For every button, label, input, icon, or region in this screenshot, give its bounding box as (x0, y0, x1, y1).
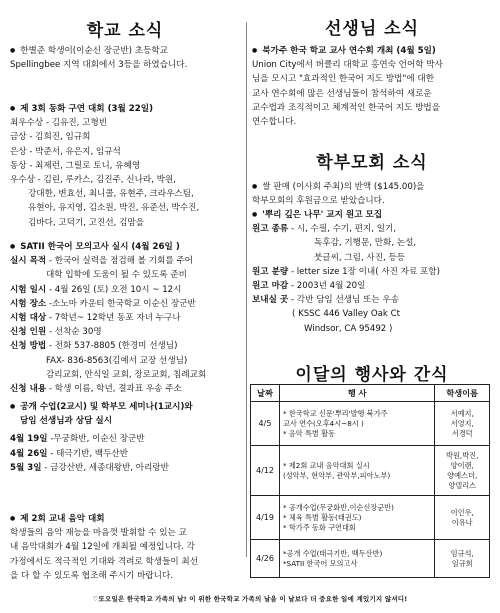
seminar-title-2: 담임 선생님과 상담 실시 (20, 416, 112, 427)
contest-line: 동상 - 최제런, 그릴로 토니, 유혜영 (10, 160, 141, 171)
event-line: *공개 수업(태극기반, 백두산반) (282, 548, 383, 558)
table-row (251, 402, 490, 446)
sat-text: - 7학년~ 12학년 동포 자녀 누구나 (48, 313, 181, 324)
student-name: 서경덕 (451, 428, 473, 438)
row-students (435, 402, 490, 446)
manuscript-text: - 시, 수필, 수기, 편지, 일기, (290, 224, 397, 235)
contest-line: 최우수상 - 김유진, 고형빈 (10, 118, 108, 129)
calendar-header-date: 날짜 (251, 385, 280, 402)
sat-text: - 한국어 실력을 점검해 볼 기회를 주어 (48, 256, 193, 267)
sat-text: 대학 입학에 도움이 될 수 있도록 준비 (46, 270, 187, 281)
seminar-text: - 태극기반, 백두산반 (50, 448, 128, 459)
rice-sale-notice (252, 180, 424, 208)
sat-text: - 학생 이름, 학년, 결과표 우송 주소 (48, 384, 182, 395)
sat-text: - 전화 537-8805 (한경미 선생님) (48, 341, 178, 352)
teacher-news-title: 선생님 소식 (324, 19, 420, 39)
music-line: 가정에서도 적극적인 기대와 격려로 학생들이 최선 (10, 556, 198, 567)
sat-line (10, 254, 206, 268)
row-events (279, 496, 434, 540)
table-row (251, 446, 490, 496)
sat-label: 시험 대상 (10, 313, 47, 324)
student-name: 서예지, (450, 408, 474, 418)
sat-label: 시험 장소 (10, 298, 47, 309)
row-events (279, 540, 434, 578)
calendar-header-row (251, 385, 490, 402)
contest-line: 강대한, 변효선, 최니콜, 유현주, 크라우스팀, (28, 189, 194, 200)
row-date: 4/12 (251, 446, 280, 496)
sat-label: 신청 인원 (10, 327, 47, 338)
manuscript-title: ● '뿌리 깊은 나무' 교지 원고 모집 (252, 208, 440, 222)
contest-line: 우수상 - 김린, 루카스, 김진주, 신나라, 박원, (10, 175, 176, 186)
seminar-date: 4월 26일 (10, 448, 48, 459)
teacher-line: 교수법과 조직적이고 체계적인 한국어 지도 방법을 (252, 102, 440, 113)
open-class-notice (10, 400, 193, 475)
music-line: 을 다 할 수 있도록 협조해 주시기 바랍니다. (10, 570, 173, 581)
row-events (279, 402, 434, 446)
teacher-training-notice (252, 44, 443, 129)
table-row (251, 496, 490, 540)
teacher-head: ● 북가주 한국 학교 교사 연수회 개최 (4월 5일) (252, 44, 443, 58)
manuscript-text: - 2003년 4월 20일 (290, 281, 366, 292)
student-name: 양예스더, (447, 470, 478, 480)
manuscript-label: 원고 종류 (252, 224, 289, 235)
teacher-line: 님을 모시고 "효과적인 한국어 지도 방법"에 대한 (252, 74, 435, 85)
music-contest-notice (10, 512, 198, 583)
event-line: * 제2회 교내 음악대회 실시 (282, 460, 370, 470)
row-students (435, 446, 490, 496)
spelling-line: Spellingbee 지역 대회에서 3등을 하였습니다. (10, 60, 188, 71)
sat-label: 신청 방법 (10, 341, 47, 352)
event-line: * 음악 특별 활동 (282, 428, 336, 438)
seminar-date: 4월 19일 (10, 434, 48, 445)
contest-line: 금상 - 김희진, 임규희 (10, 132, 91, 143)
sat-line (10, 325, 206, 339)
sat-title: ● SATII 한국어 모의고사 실시 (4월 26일 ) (10, 240, 206, 254)
calendar-table (250, 384, 490, 578)
spelling-line: ● 한별준 학생이(이순신 장군반) 초등학교 (10, 44, 187, 58)
sat-text: FAX- 836-8563(김예서 교장 선생님) (46, 355, 188, 366)
manuscript-label: 보내실 곳 (252, 295, 289, 306)
student-name: 박원,박진, (446, 450, 479, 460)
sat-line (10, 382, 206, 396)
seminar-text: - 금강산반, 세종대왕반, 아리랑반 (44, 462, 169, 473)
manuscript-text: Windsor, CA 95492 ) (304, 323, 393, 334)
sat-line (10, 283, 206, 297)
calendar-header-event: 행 사 (279, 385, 434, 402)
manuscript-text: 붓글씨, 그림, 사진, 등등 (314, 252, 406, 263)
row-date: 4/26 (251, 540, 280, 578)
teacher-line: Union City에서 버클리 대학교 홍연숙 언어학 박사 (252, 60, 443, 71)
sat-line (10, 297, 206, 311)
sat-label: 시험 일시 (10, 284, 47, 295)
contest-line: 은상 - 박준서, 유은지, 임규석 (10, 146, 121, 157)
seminar-date: 5월 3일 (10, 462, 42, 473)
student-name: 서영지, (450, 418, 474, 428)
music-line: 내 음악대회가 4월 12일에 개최될 예정입니다. 각 (10, 542, 195, 553)
music-line: 학생들의 음악 재능을 마음껏 발휘할 수 있는 교 (10, 528, 187, 539)
student-name: 이인우, (450, 507, 474, 517)
manuscript-text: - letter size 1장 이내( 사진 자료 포함) (290, 266, 440, 277)
student-name: 양이랜, (450, 460, 474, 470)
event-line: * 한국학교 신문'뿌리'발행 북가주 (282, 408, 388, 418)
sat-text: -소노마 카운티 한국학교 이순신 장군반 (48, 298, 196, 309)
contest-title: ● 제 3회 동화 구연 대회 (3월 22일) (10, 102, 199, 116)
event-line: * 학가주 동화 구연대회 (282, 522, 356, 532)
calendar-header-students: 학생이름 (435, 385, 490, 402)
storytelling-contest (10, 102, 199, 230)
event-line: * 체육 특별 활동(태권도) (282, 512, 362, 522)
student-name: 임규희 (451, 558, 473, 568)
sat-label: 실시 목적 (10, 256, 47, 267)
row-date: 4/19 (251, 496, 280, 540)
footer-note: ♡또오일은 한국학교 가족의 날! 이 위한 한국학교 가족의 날을 이 날보다 더 중요한 일에 계있기지 않셔디! (92, 595, 408, 603)
teacher-line: 교사 연수회에 많은 선생님들이 참석하여 새로운 (252, 88, 432, 99)
manuscript-call (252, 208, 440, 336)
event-line: 교사 연수(오후4시~8시 ) (282, 418, 364, 428)
row-date: 4/5 (251, 402, 280, 446)
sat-line (10, 339, 206, 353)
contest-line: 유현아, 유지영, 김소원, 박진, 유준선, 박수진, (28, 203, 200, 214)
student-name: 양델리스 (448, 480, 477, 490)
teacher-line: 연수합니다. (252, 117, 297, 128)
row-students (435, 496, 490, 540)
school-news-title: 학교 소식 (86, 21, 164, 41)
contest-line: 김바다, 고덕기, 고진선, 김맘을 (28, 217, 145, 228)
table-row (251, 540, 490, 578)
event-line: (성악부, 현악부, 관악부,피아노부) (282, 470, 391, 480)
bazaar-line: ● 쌀 판매 (이사회 주최)의 반액 ($145.00)을 (252, 180, 424, 194)
sat-line (10, 311, 206, 325)
sat-text: - 선착순 30명 (48, 327, 102, 338)
seminar-text: -무궁화반, 이순신 장군반 (50, 434, 145, 445)
bazaar-line: 학부모회의 후원금으로 받았습니다. (252, 196, 385, 207)
sat-text: 감리교회, 안식일 교회, 장로교회, 침례교회 (46, 369, 207, 380)
spelling-bee-notice (10, 44, 187, 72)
row-students (435, 540, 490, 578)
event-line: * 공개수업(무궁화반,이순신장군반) (282, 502, 394, 512)
music-title: ● 제 2회 교내 음악 대회 (10, 512, 198, 526)
sat-notice (10, 240, 206, 396)
student-name: 임규석, (450, 548, 474, 558)
sat-line (10, 368, 206, 382)
row-events (279, 446, 434, 496)
manuscript-text: - 각반 담임 선생님 또는 우송 (290, 295, 400, 306)
sat-line (10, 268, 206, 282)
event-line: *SATII 한국어 모의고사 (282, 558, 358, 568)
manuscript-label: 원고 분량 (252, 266, 289, 277)
sat-line (10, 354, 206, 368)
parent-news-title: 학부모회 소식 (316, 153, 428, 173)
sat-label: 신청 내용 (10, 384, 47, 395)
manuscript-label: 원고 마감 (252, 281, 289, 292)
manuscript-text: 독후감, 기행문, 만화, 논설, (314, 238, 417, 249)
student-name: 이유나 (451, 517, 473, 527)
column-divider (246, 22, 247, 557)
manuscript-text: ( KSSC 446 Valley Oak Ct (292, 309, 400, 320)
seminar-title: ● 공개 수업(2교시) 및 학부모 세미나(1교시)와 (10, 400, 193, 414)
calendar-title: 이달의 행사와 간식 (295, 365, 449, 385)
sat-text: - 4월 26일 (토) 오전 10시 ~ 12시 (48, 284, 182, 295)
